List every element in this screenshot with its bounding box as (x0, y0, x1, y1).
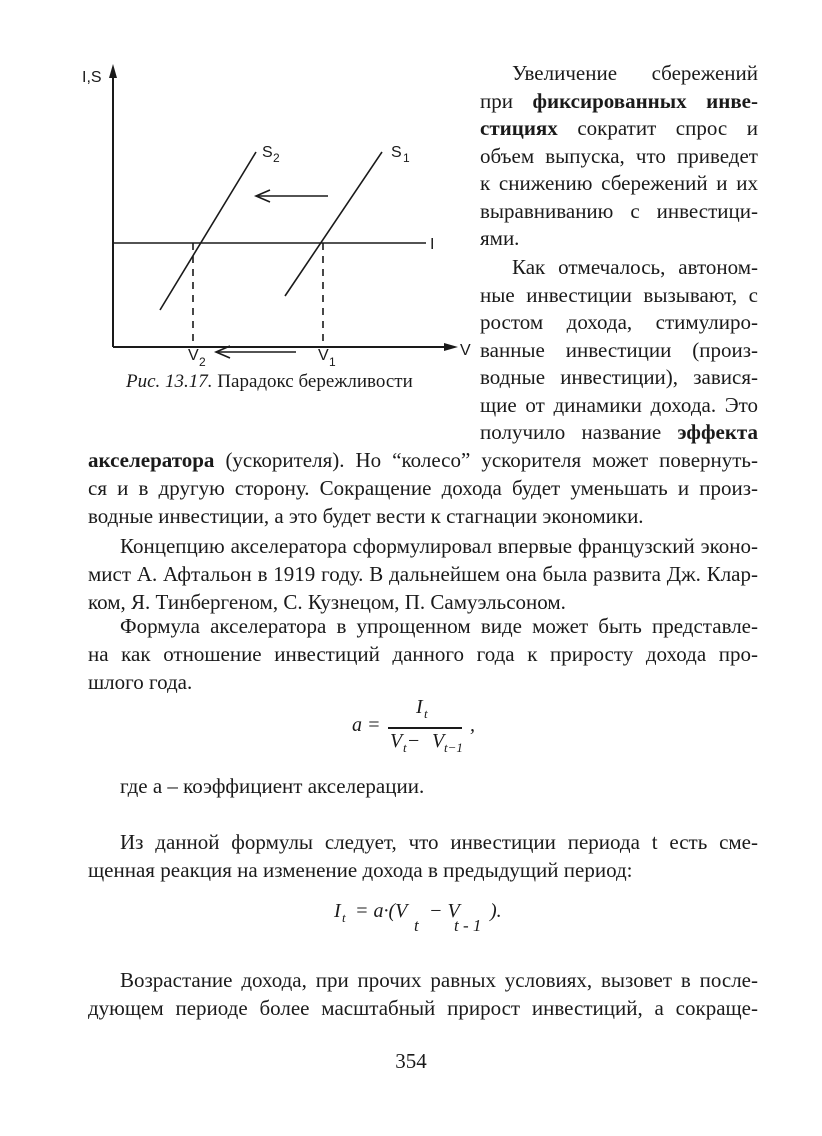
text-line: Увеличение сбережений (512, 61, 758, 85)
formula-denominator-a: V (390, 730, 403, 752)
s1-label-sub: 1 (403, 151, 410, 165)
paragraph-3 (88, 532, 758, 616)
paragraph-4 (88, 612, 758, 696)
text-line: мист А. Афтальон в 1919 году. В дальнейшем она была развита Дж. Клар- (88, 562, 758, 586)
bold-term: стициях (480, 116, 558, 140)
where-clause: где а – коэффициент акселерации. (120, 774, 425, 798)
text-line: щенная реакция на изменение дохода в предыдущий период: (88, 858, 633, 882)
x-axis-label: V (460, 342, 471, 359)
formula-denominator-a-sub: t (403, 740, 407, 755)
text-run: сократит спрос и (557, 116, 758, 140)
s1-curve (285, 152, 382, 296)
investment-formula (334, 900, 514, 948)
fraction-bar (388, 727, 462, 729)
text-line: на как отношение инвестиций данного года к приросту дохода про- (88, 642, 758, 666)
formula-denominator-b: V (432, 730, 445, 752)
formula2-eq: = a·(V (350, 900, 408, 922)
text-line: шлого года. (88, 670, 193, 694)
formula2-lhs: I (334, 900, 341, 922)
text-line: ные инвестиции вызывают, с (480, 282, 758, 307)
v1-label-sub: 1 (329, 355, 336, 369)
formula-numerator-sub: t (424, 706, 428, 721)
text-run: при (480, 88, 533, 113)
text-line: ванные инвестиции (произ- (480, 337, 758, 362)
formula-minus: − (408, 730, 420, 752)
text-line: водные инвестиции), завися- (480, 365, 758, 389)
investment-line-label: I (430, 236, 435, 253)
paragraph-2 (480, 254, 758, 447)
s2-label: S (262, 144, 273, 161)
text-line: Формула акселератора в упрощенном виде может быть представле- (120, 614, 758, 638)
caption-number: Рис. 13.17. (126, 371, 213, 392)
v2-label-sub: 2 (199, 355, 206, 369)
paragraph-1 (480, 60, 758, 253)
y-axis-label: I,S (82, 69, 102, 86)
bold-term: эффекта (677, 420, 758, 444)
text-line: водные инвестиции, а это будет вести к стагнации экономики. (88, 504, 644, 528)
text-line: щие от динамики дохода. Это (480, 392, 758, 417)
paragraph-2-continued (88, 446, 758, 530)
bold-term: акселератора (88, 448, 215, 472)
text-line: ком, Я. Тинбергеном, С. Кузнецом, П. Самуэльсоном. (88, 590, 566, 614)
paragraph-5 (88, 828, 758, 884)
text-line: Возрастание дохода, при прочих равных условиях, вызовет в после- (120, 968, 758, 992)
s2-curve (160, 152, 256, 310)
text-line: Из данной формулы следует, что инвестиции периода t есть сме- (120, 830, 758, 854)
v1-label: V (318, 347, 329, 364)
text-line: ся и в другую сторону. Сокращение дохода будет уменьшать и произ- (88, 476, 758, 500)
formula2-op: − V (424, 900, 460, 922)
s2-label-sub: 2 (273, 151, 280, 165)
formula-denominator-b-sub: t−1 (444, 740, 463, 755)
text-line: ями. (480, 226, 520, 250)
paradox-of-thrift-figure (78, 60, 478, 405)
formula-numerator: I (416, 696, 423, 718)
formula2-v-sub: t (414, 916, 419, 935)
x-axis-arrow (444, 343, 458, 351)
text-run: получило название (480, 420, 678, 444)
caption-text: Парадокс бережливости (212, 371, 413, 392)
formula-comma: , (470, 714, 475, 736)
formula2-v2-sub: t - 1 (454, 916, 482, 935)
v2-label: V (188, 347, 199, 364)
y-axis-arrow (109, 64, 117, 78)
figure-caption (126, 370, 466, 394)
formula-lhs: a = (352, 714, 381, 736)
text-line: Концепцию акселератора сформулировал впервые французский эконо- (120, 534, 758, 558)
formula2-lhs-sub: t (342, 910, 346, 925)
text-line: Как отмечалось, автоном- (512, 255, 758, 279)
s1-label: S (391, 144, 402, 161)
page-number: 354 (395, 1049, 427, 1073)
bold-term: фиксированных инве- (532, 88, 758, 113)
text-line: ростом дохода, стимулиро- (480, 310, 758, 334)
figure-diagram (78, 60, 478, 370)
accelerator-formula (352, 696, 492, 760)
text-line: к снижению сбережений и их (480, 171, 758, 195)
paragraph-6 (88, 966, 758, 1022)
text-line: дующем периоде более масштабный прирост инвестиций, а сокраще- (88, 996, 758, 1020)
text-run: (ускорителя). Но “колесо” ускорителя может повернуть- (214, 448, 758, 472)
formula2-end: ). (490, 900, 502, 922)
text-line: выравниванию с инвестици- (480, 198, 758, 223)
text-line: объем выпуска, что приведет (480, 143, 758, 168)
